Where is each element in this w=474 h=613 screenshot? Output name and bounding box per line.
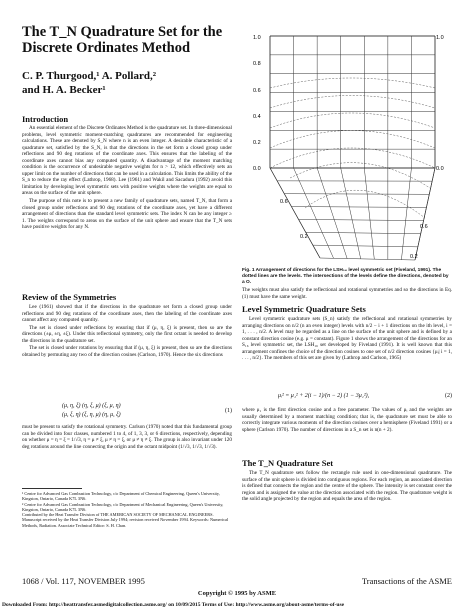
footnote-3: Contributed by the Heat Transfer Division of THE AMERICAN SOCIETY OF MECHANICAL ENGINEERS. Manuscript received by the Heat Transfer Division July 1994; revision received November 1994. Keywords: Numerical Methods, Radiation. Associate Technical Editor: S. H. Chan. (22, 512, 229, 528)
tn-section (242, 470, 452, 504)
grid-line (364, 168, 374, 259)
equation-1-line-2: (μ, ξ, η) (ξ, η, μ) (η, μ, ξ) (62, 412, 121, 418)
tn-paragraph-1: The T_N quadrature sets follow the rectangle rule used in one-dimensional quadrature. The surface of the unit sphere is divided into contiguous regions. For each region, an associated direction is defined that connects the region and the centre of the sphere. The intensity is set constant over the region and is assigned the value at the direction associated with the region. The quadrature weight is the solid angle projected by the region and equals the area of the region. (242, 470, 452, 503)
tick-label: 0.6 (280, 199, 288, 205)
tick-label: 0.0 (253, 166, 261, 172)
tick-label: 1.0 (253, 35, 261, 41)
level-paragraph-1: Level symmetric quadrature sets (S_n) satisfy the reflectional and rotational symmetries by arranging directions on n/2 (n an even integer) levels with n/2 − i + 1 directions on the ith level, i = 1, . . . , n/2. A level may be regarded as a line on the surface of the unit sphere and is defined by a constant direction cosine (e.g. μ = constant). Figure 1 shows the arrangement of the directions for an S₁₆ level symmetric set, the LSH₁₆ set developed by Fiveland (1991). It is well known that this arrangement confines the choice of the direction cosines to one set of n/2 direction cosines {μᵢ| i = 1, . . . , n/2}. The members of this set are given by (Lathrop and Carlson, 1965) (242, 316, 452, 362)
review-paragraph-1: Lee (1961) showed that if the directions in the quadrature set form a closed group under reflections and 90 deg rotations of the coordinate axes, then the labeling of the coordinate axes cannot affect any computed quantity. (22, 304, 232, 324)
page-footer-right: Transactions of the ASME (361, 576, 452, 586)
footnote-2: ² Centre for Advanced Gas Combustion Technology, c/o Department of Mechanical Engineering, Queen's University, Kingston, Ontario, Canada K7L 3N6. (22, 501, 224, 512)
grid-line (284, 194, 429, 195)
figure-1-direction-plot (250, 28, 450, 266)
authors-line-1: C. P. Thurgood,¹ A. Pollard,² (22, 70, 157, 82)
footnotes (22, 491, 232, 528)
tick-label: 1.0 (436, 35, 444, 41)
equation-2-number: (2) (445, 393, 452, 399)
figure-1-levels (270, 78, 435, 218)
grid-line (291, 207, 426, 208)
equation-1-number: (1) (225, 408, 232, 414)
weights-paragraph: The weights must also satisfy the reflectional and rotational symmetries and so the directions in Eq. (1) must have the same weight. (242, 287, 452, 300)
figure-1-caption: Fig. 1 Arrangement of directions for the LSH₁₆ level symmetric set (Fiveland, 1991). The dotted lines are the levels. The intersections of the levels define the directions, denoted by a O. (242, 268, 449, 285)
review-heading: Review of the Symmetries (22, 292, 117, 302)
level-paragraph-2: where μ₁ is the first direction cosine and a free parameter. The values of μᵢ and the weights are usually determined by a moment matching condition; that is, the quadrature set must be able to correctly integrate various moments of the direction cosines over a hemisphere (Fiveland 1991) or a sphere (Carlson 1970). The number of directions in a S_n set is n(n + 2). (242, 407, 452, 433)
copyright-line: Copyright © 1995 by ASME (197, 590, 277, 597)
grid-line (306, 232, 421, 233)
grid-line (294, 168, 334, 258)
equation-2 (242, 392, 452, 401)
review-paragraph-2: The set is closed under reflections by ensuring that if (μ, η, ξ) is present, then so are the directions (±μ, ±η, ±ξ). Under this reflectional symmetry, only the first octant is needed to develop the directions in the quadrature set. (22, 324, 232, 344)
page-footer-left: 1068 / Vol. 117, NOVEMBER 1995 (22, 576, 145, 586)
grid-line (341, 168, 361, 259)
tick-label: 0.8 (253, 61, 261, 67)
grid-line (401, 168, 411, 260)
tick-label: 0.2 (300, 234, 308, 240)
level-section-continued (242, 407, 452, 434)
grid-line (270, 168, 320, 258)
authors-line-2: and H. A. Becker¹ (22, 83, 106, 96)
tick-label: 0.6 (420, 224, 428, 230)
level-heading: Level Symmetric Quadrature Sets (242, 304, 366, 314)
review-section (22, 304, 232, 359)
equation-1-line-1: (μ, η, ξ) (η, ξ, μ) (ξ, μ, η) (62, 403, 121, 409)
review-continued (22, 424, 232, 451)
footnote-rule (22, 488, 82, 489)
intro-paragraph-1: An essential element of the Discrete Ordinates Method is the quadrature set. In three-dimensional problems, level symmetric moment-matching quadratures are recommended for engineering calculations. These are denoted by S_N where n is an even integer. A desirable characteristic of a quadrature set, satisfied by the S_N, is that the directions in the set form a closed group under reflections and 90 deg rotations of the coordinate axes. This ensures that the labeling of the coordinate axes cannot bias any computed quantity. A disadvantage of the moment matching condition is the occurrence of undesirable negative weights for n > 12, which effectively sets an upper limit on the number of directions that can be used in a calculation. This limits the ability of the S_n to reduce the ray effect (Lathrop, 1968). Lee (1961) and Wakil and Sacadura (1992) avoid this limitation by developing level symmetric sets with positive weights where the weights are equal to areas on the surface of the unit sphere. (22, 125, 232, 197)
grid-line (415, 168, 435, 260)
intro-section (22, 125, 232, 232)
grid-line (299, 219, 424, 220)
figure-1-ticks (253, 35, 444, 260)
weights-paragraph-block (242, 287, 452, 301)
grid-line (320, 258, 415, 260)
tick-label: 0.0 (436, 166, 444, 172)
tick-label: 0.4 (253, 114, 261, 120)
level-section (242, 316, 452, 363)
tick-label: 0.2 (410, 254, 418, 260)
footnote-1: ¹ Centre for Advanced Gas Combustion Technology, c/o Department of Chemical Engineering, Queen's University, Kingston, Ontario, Canada K7L 3N6. (22, 491, 220, 502)
intro-paragraph-2: The purpose of this note is to present a new family of quadrature sets, named T_N, that form a closed group under reflections and 90 deg rotations of the coordinate axes, yet have a different arrangement of directions than the standard level symmetric sets. The index N can be any integer ≥ 1. The weights correspond to areas on the surface of the unit sphere and ensure that the T_N sets have positive weights for any N. (22, 198, 232, 231)
equation-1 (22, 402, 232, 420)
grid-line (317, 168, 347, 259)
download-line: Downloaded From: http://heattransfer.asmedigitalcollection.asme.org/ on 10/09/2015 Terms of Use: http://www.asme.org/about-asme/terms-of-use (2, 602, 345, 608)
tick-label: 0.6 (253, 88, 261, 94)
review-paragraph-4: must be present to satisfy the rotational symmetry. Carlson (1970) noted that this fundamental group can be divided into four classes, numbered 1 to 4, of 1, 3, 3, or 6 directions, respectively, depending on whether μ = η = ξ = 1/√3, η = μ ≠ ξ, μ ≠ η = ξ, or μ ≠ η ≠ ξ. The group is also invariant under 120 deg rotations around the line connecting the origin and the octant midpoint (1/√3, 1/√3, 1/√3). (22, 424, 232, 450)
tn-heading: The T_N Quadrature Set (242, 458, 334, 468)
paper-title: The T_N Quadrature Set for the Discrete Ordinates Method (22, 24, 223, 56)
review-paragraph-3: The set is closed under rotations by ensuring that if (μ, η, ξ) is present, then so are the directions obtained by permuting any two of the direction cosines (Carlson, 1970). Hence the six directions (22, 345, 232, 358)
tick-label: 0.2 (253, 140, 261, 146)
equation-2-body: μᵢ² = μ₁² + 2(i − 1)/(n − 2) (1 − 3μ₁²), (278, 393, 370, 399)
intro-heading: Introduction (22, 114, 69, 124)
author-list (22, 70, 237, 97)
